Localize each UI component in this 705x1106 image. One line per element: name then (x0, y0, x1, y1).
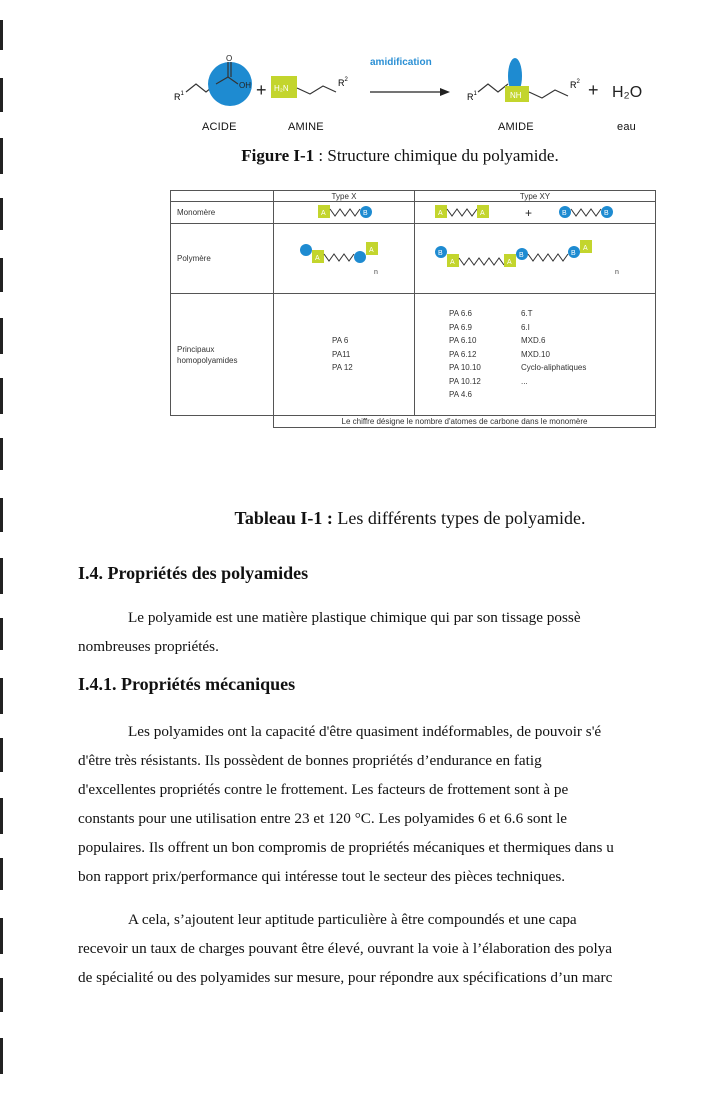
svg-text:A: A (480, 209, 485, 217)
r2-group: $R^2$ (338, 77, 348, 88)
margin-mark (0, 678, 3, 714)
r1-group: $R^1$ (174, 91, 184, 102)
nh-label: NH (510, 91, 522, 100)
svg-text:B: B (519, 251, 524, 259)
list-item: PA 6.9 (449, 322, 472, 332)
svg-text:A: A (583, 244, 588, 252)
plus-sign: + (256, 80, 267, 100)
type-xy-monomer-cell (415, 202, 656, 224)
paragraph-line: A cela, s’ajoutent leur aptitude particulière à être compoundés et une capa (128, 911, 577, 928)
margin-mark (0, 258, 3, 292)
svg-text:A: A (315, 254, 320, 262)
paragraph-line: Le polyamide est une matière plastique chimique qui par son tissage possè (128, 609, 581, 626)
amine-chain (297, 86, 336, 94)
plus-sign: + (588, 80, 599, 100)
svg-text:n: n (615, 268, 619, 276)
paragraph-line: recevoir un taux de charges pouvant être élevé, ouvrant la voie à l’élaboration des polya (78, 940, 613, 957)
table-row-homopolyamides (171, 294, 656, 416)
svg-text:B: B (438, 249, 443, 257)
row-label-line: homopolyamides (177, 355, 238, 365)
svg-text:A: A (450, 258, 455, 266)
header-empty-cell (171, 191, 274, 202)
footnote-empty-cell (171, 416, 274, 428)
amide-label: AMIDE (498, 121, 534, 133)
list-item: PA11 (332, 349, 351, 359)
polymer-x-diagram (284, 236, 404, 280)
table-footnote-row (171, 416, 656, 428)
margin-mark (0, 738, 3, 772)
svg-text:B: B (363, 209, 368, 217)
table-row-monomer (171, 202, 656, 224)
row-label-homopolyamides (171, 294, 274, 416)
margin-mark (0, 498, 3, 532)
monomer-ab-diagram (304, 203, 384, 221)
margin-mark (0, 618, 3, 650)
type-xy-lists (449, 307, 655, 402)
table-header-row (171, 191, 656, 202)
list-item: PA 10.12 (449, 376, 481, 386)
list-item: PA 6.10 (449, 336, 477, 346)
list-item: PA 6 (332, 336, 349, 346)
list-item: PA 6.6 (449, 309, 472, 319)
list-item: 6.T (521, 309, 533, 319)
type-x-list (332, 334, 414, 375)
type-x-list-cell (274, 294, 415, 416)
section-heading: I.4. Propriétés des polyamides (78, 563, 309, 583)
list-item: Cyclo-aliphatiques (521, 363, 587, 373)
margin-mark (0, 858, 3, 890)
row-label-monomer: Monomère (171, 202, 274, 224)
type-xy-polymer-cell (415, 224, 656, 294)
margin-mark (0, 1038, 3, 1074)
row-label-line: Principaux (177, 344, 215, 354)
list-item: PA 6.12 (449, 349, 477, 359)
margin-mark (0, 978, 3, 1012)
list-item: ... (521, 376, 528, 386)
paragraph-line: d'être très résistants. Ils possèdent de bonnes propriétés d’endurance en fatig (78, 752, 542, 769)
list-item: PA 4.6 (449, 390, 472, 400)
paragraph-line: nombreuses propriétés. (78, 638, 219, 655)
hydroxyl-label: OH (239, 81, 251, 90)
header-type-xy: Type XY (415, 191, 656, 202)
figure-caption: Figure I-1 : Structure chimique du polyamide. (241, 146, 559, 165)
svg-text:n: n (374, 268, 378, 276)
paragraph-line: d'excellentes propriétés contre le frottement. Les facteurs de frottement sont à pe (78, 781, 569, 798)
paragraph-line: Les polyamides ont la capacité d'être quasiment indéformables, de pouvoir s'é (128, 723, 602, 740)
margin-mark (0, 918, 3, 954)
reaction-label: amidification (370, 57, 432, 68)
subsection-heading: I.4.1. Propriétés mécaniques (78, 674, 296, 694)
list-item: MXD.10 (521, 349, 550, 359)
svg-text:+: + (525, 205, 533, 220)
margin-mark (0, 558, 3, 594)
paragraph-line: constants pour une utilisation entre 23 et 120 °C. Les polyamides 6 et 6.6 sont le (78, 810, 568, 827)
water-formula: H₂O (612, 84, 643, 101)
amine-label: H₂N (274, 84, 289, 93)
table-footnote: Le chiffre désigne le nombre d'atomes de carbone dans le monomère (274, 416, 656, 428)
svg-text:B: B (562, 209, 567, 217)
type-xy-list-col1 (449, 307, 521, 402)
paragraph-line: bon rapport prix/performance qui intéresse tout le secteur des pièces techniques. (78, 868, 566, 885)
header-type-x: Type X (274, 191, 415, 202)
list-item: PA 10.10 (449, 363, 481, 373)
svg-text:A: A (507, 258, 512, 266)
list-item: PA 12 (332, 363, 353, 373)
amide-r2-group: $R^2$ (570, 79, 580, 90)
table-caption: Tableau I-1 : Les différents types de polyamide. (234, 508, 586, 528)
amidification-reaction-diagram (160, 42, 670, 117)
margin-mark (0, 20, 3, 50)
polymer-xy-diagram (415, 236, 655, 280)
table-row-polymer (171, 224, 656, 294)
amide-chain (478, 84, 508, 92)
water-label: eau (617, 121, 636, 133)
row-label-polymer: Polymère (171, 224, 274, 294)
reaction-arrowhead (440, 88, 450, 96)
svg-text:A: A (438, 209, 443, 217)
type-x-polymer-cell (274, 224, 415, 294)
polyamide-types-table (170, 190, 656, 428)
amine-label: AMINE (288, 121, 324, 133)
oxygen-label: O (226, 54, 233, 63)
type-xy-list-col2 (521, 307, 586, 402)
amide-r1-group: $R^1$ (467, 91, 477, 102)
type-xy-list-cell (415, 294, 656, 416)
margin-mark (0, 438, 3, 470)
list-item: 6.I (521, 322, 530, 332)
paragraph-line: populaires. Ils offrent un bon compromis de propriétés mécaniques et thermiques dans u (78, 839, 614, 856)
svg-text:B: B (604, 209, 609, 217)
svg-text:B: B (571, 249, 576, 257)
monomer-aa-bb-diagram (415, 203, 655, 221)
type-x-monomer-cell (274, 202, 415, 224)
paragraph-line: de spécialité ou des polyamides sur mesure, pour répondre aux spécifications d’un marc (78, 969, 613, 986)
margin-mark (0, 378, 3, 414)
svg-text:A: A (321, 209, 326, 217)
margin-mark (0, 138, 3, 174)
margin-mark (0, 798, 3, 834)
margin-mark (0, 198, 3, 230)
list-item: MXD.6 (521, 336, 546, 346)
margin-mark (0, 318, 3, 354)
margin-mark (0, 78, 3, 112)
amide-chain-right (529, 90, 568, 98)
svg-text:A: A (369, 246, 374, 254)
acid-label: ACIDE (202, 121, 237, 133)
